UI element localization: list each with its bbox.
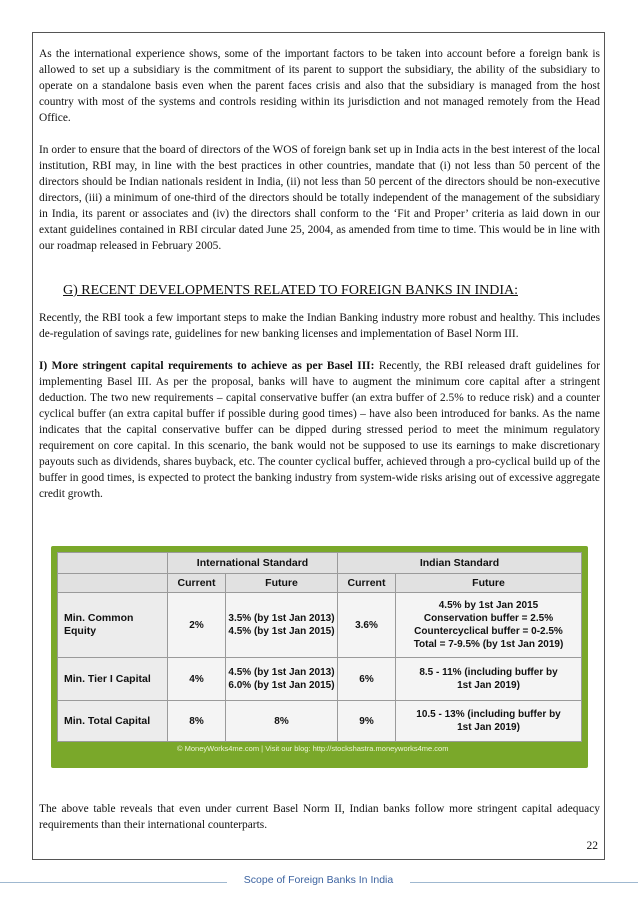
footer-rule-left [0,882,227,883]
cell-india-current: 9% [338,701,396,742]
cell-india-future: 4.5% by 1st Jan 2015 Conservation buffer = 2.5% Countercyclical buffer = 0-2.5% Total = 7-9.5% (by 1st Jan 2019) [396,593,582,658]
table-row [58,593,582,658]
cell-intl-future: 3.5% (by 1st Jan 2013) 4.5% (by 1st Jan 2015) [226,593,338,658]
row-label: Min. Tier I Capital [58,658,168,701]
paragraph-board-directors: In order to ensure that the board of directors of the WOS of foreign bank set up in India acts in the best interest of the local institution, RBI may, in line with the best practices in other countries, mandate that (i) not less than 50 percent of the directors should be Indian nationals resident in India, (ii) not less than 50 percent of the directors should be non-executive directors, (iii) a minimum of one-third of the directors should be totally independent of the management of the subsidiary in India, its parent or associates and (iv) the directors shall conform to the ‘Fit and Proper’ criteria as laid down in our extant guidelines contained in RBI circular dated June 25, 2004, as amended from time to time. This would be in line with our roadmap released in February 2005. [39,144,600,252]
header-indian-standard: Indian Standard [338,553,582,574]
capital-requirements-table-image [51,546,588,768]
page-number: 22 [586,840,598,852]
footer-rule-right [410,882,638,883]
cell-intl-future: 8% [226,701,338,742]
document-body [39,46,600,502]
cell-intl-future: 4.5% (by 1st Jan 2013) 6.0% (by 1st Jan 2015) [226,658,338,701]
table-row [58,701,582,742]
cell-intl-current: 2% [168,593,226,658]
subheader-india-future: Future [396,574,582,593]
subheader-intl-current: Current [168,574,226,593]
capital-requirements-table [57,552,582,742]
cell-intl-current: 4% [168,658,226,701]
cell-india-future: 10.5 - 13% (including buffer by 1st Jan 2019) [396,701,582,742]
paragraph-subsidiary-factors: As the international experience shows, some of the important factors to be taken into account before a foreign bank is allowed to set up a subsidiary is the commitment of its parent to support the subsidiary, the ability of the subsidiary to operate on a standalone basis even when the parent faces crisis and also that the subsidiary is managed from the host country with most of the systems and controls residing within its jurisdiction and not managed remotely from the Head Office. [39,48,600,124]
paragraph-basel-iii [39,358,600,502]
footer-title: Scope of Foreign Banks In India [243,874,394,886]
cell-india-current: 6% [338,658,396,701]
subheader-india-current: Current [338,574,396,593]
paragraph-rbi-steps: Recently, the RBI took a few important steps to make the Indian Banking industry more robust and healthy. This includes de-regulation of savings rate, guidelines for new banking licenses and implementation of Basel Norm III. [39,312,600,340]
row-label: Min. Total Capital [58,701,168,742]
cell-india-future: 8.5 - 11% (including buffer by 1st Jan 2019) [396,658,582,701]
cell-intl-current: 8% [168,701,226,742]
section-heading: G) RECENT DEVELOPMENTS RELATED TO FOREIGN BANKS IN INDIA: [63,283,518,298]
basel-iii-heading: I) More stringent capital requirements to achieve as per Basel III: [39,360,375,372]
row-label: Min. Common Equity [58,593,168,658]
cell-india-current: 3.6% [338,593,396,658]
table-row [58,658,582,701]
basel-iii-text: Recently, the RBI released draft guidelines for implementing Basel III. As per the proposal, banks will have to augment the minimum core capital after a stringent deduction. The two new requirements – capital conservative buffer (an extra buffer of 2.5% to reduce risk) and a counter cyclical buffer (an extra capital buffer if possible during good times) – have also been introduced for banks. As the name indicates that the capital conservative buffer can be dipped during stressed period to meet the minimum regulatory requirement on core capital. In this scenario, the bank would not be supposed to use its earnings to make discretionary payouts such as dividends, shares buyback, etc. The counter cyclical buffer, achieved through a pro-cyclical build up of the buffer in good times, is expected to protect the banking industry from system-wide risks arising out of excessive aggregate credit growth. [39,360,601,500]
image-credit: © MoneyWorks4me.com | Visit our blog: http://stockshastra.moneyworks4me.com [177,744,449,753]
header-international-standard: International Standard [168,553,338,574]
subheader-intl-future: Future [226,574,338,593]
paragraph-table-summary: The above table reveals that even under current Basel Norm II, Indian banks follow more stringent capital adequacy requirements than their international counterparts. [39,803,600,831]
